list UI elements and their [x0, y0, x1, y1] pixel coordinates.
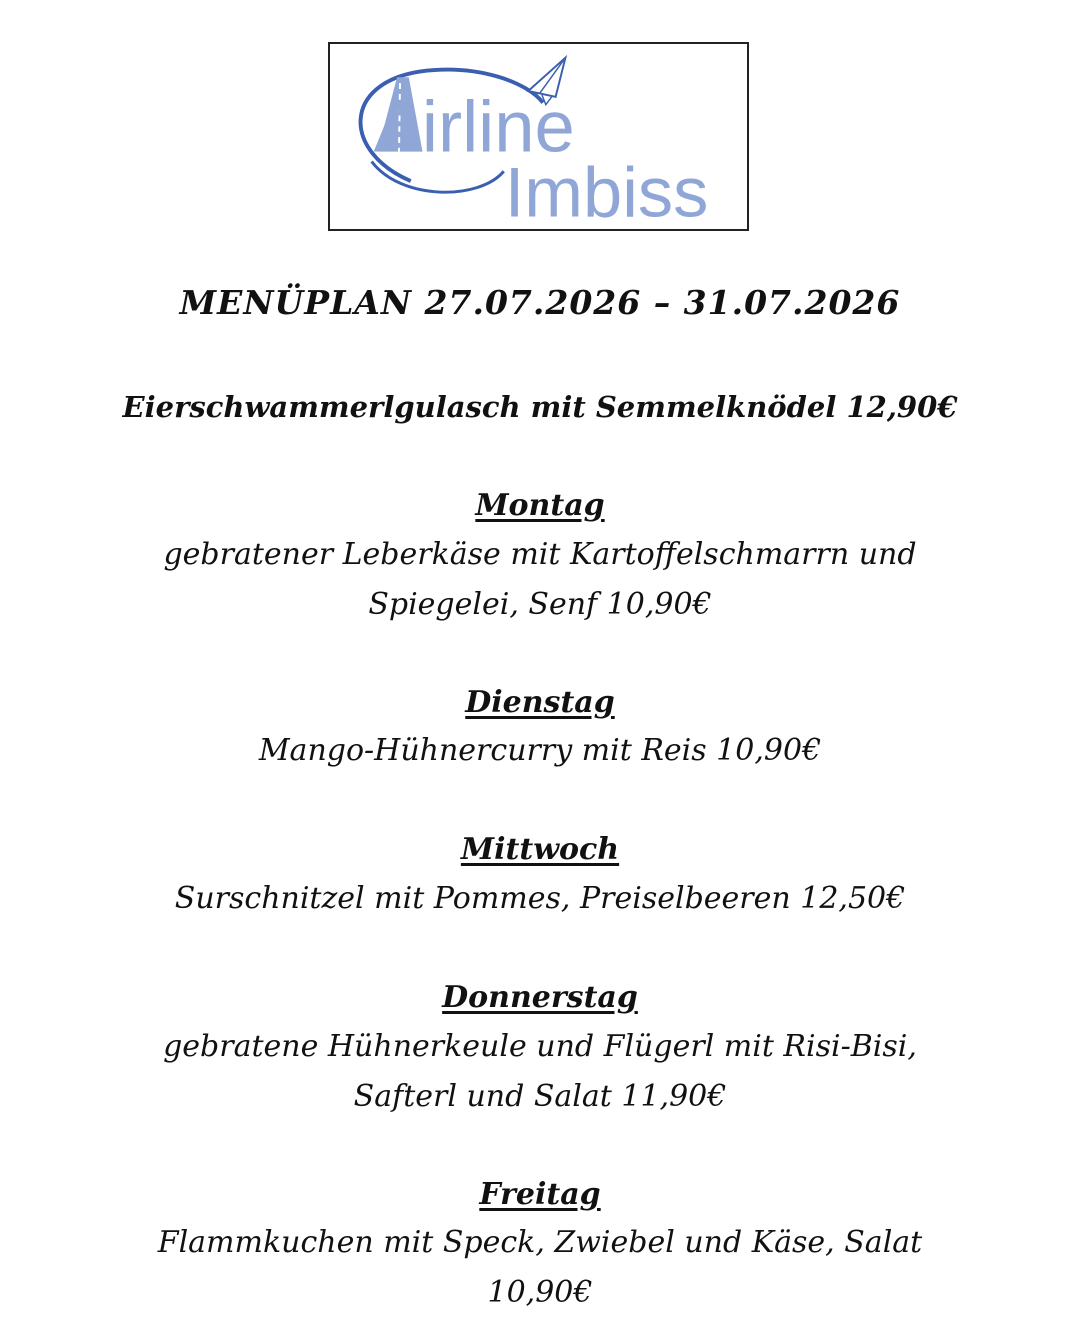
dish-line: Safterl und Salat 11,90€: [353, 1079, 727, 1114]
dish-donnerstag: [0, 1022, 1080, 1122]
dish-line: gebratener Leberkäse mit Kartoffelschmarrn und: [163, 537, 917, 572]
dish-line: Spiegelei, Senf 10,90€: [368, 587, 712, 622]
logo-text-line1: Airline: [373, 86, 575, 168]
logo: [328, 42, 749, 231]
day-heading-montag: Montag: [475, 488, 605, 523]
weekly-special: Eierschwammerlgulasch mit Semmelknödel 12,90€: [122, 390, 958, 424]
dish-dienstag: Mango-Hühnercurry mit Reis 10,90€: [258, 733, 822, 768]
dish-mittwoch: Surschnitzel mit Pommes, Preiselbeeren 12,50€: [174, 881, 906, 916]
dish-montag: [0, 530, 1080, 630]
logo-text-line2: Imbiss: [504, 152, 709, 229]
day-heading-dienstag: Dienstag: [465, 685, 615, 720]
dish-line: gebratene Hühnerkeule und Flügerl mit Risi-Bisi,: [163, 1029, 917, 1064]
menu-title: MENÜPLAN 27.07.2026 – 31.07.2026: [179, 283, 901, 322]
dish-freitag: [0, 1218, 1080, 1318]
day-heading-donnerstag: Donnerstag: [442, 980, 638, 1015]
dish-line: 10,90€: [487, 1275, 593, 1310]
airline-imbiss-logo: [330, 44, 747, 229]
day-heading-freitag: Freitag: [479, 1177, 601, 1212]
day-heading-mittwoch: Mittwoch: [460, 832, 620, 867]
dish-line: Flammkuchen mit Speck, Zwiebel und Käse, Salat: [157, 1225, 923, 1260]
